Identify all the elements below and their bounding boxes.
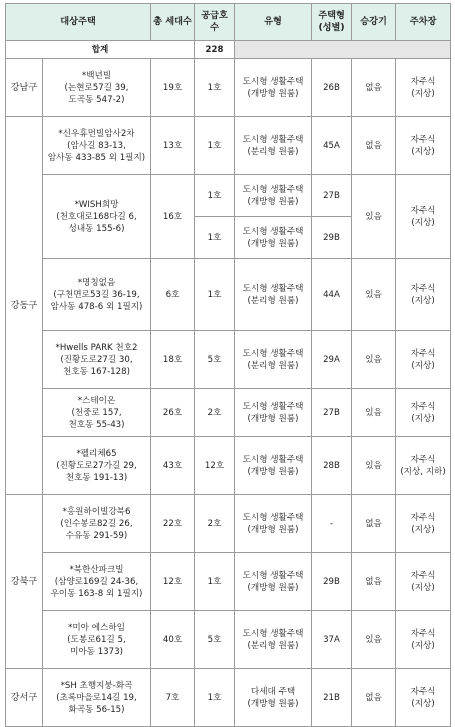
supply-cell: 5호 <box>195 331 235 389</box>
table-row <box>6 175 451 217</box>
cell-line: 수유동 291-59) <box>65 530 128 541</box>
cell-line: 자주식 <box>410 628 436 639</box>
cell-line: (개방형 원룸) <box>247 466 299 477</box>
cell-line: (도봉로61길 5, <box>67 634 126 645</box>
cell-line: (구천면로53길 36-19, <box>53 289 140 300</box>
cell-line: (지상) <box>411 698 435 709</box>
cell-line: (개방형 원룸) <box>247 582 299 593</box>
elevator-cell: 없음 <box>352 59 396 117</box>
elevator-cell: 있음 <box>352 611 396 669</box>
table-row <box>6 437 451 495</box>
table-row <box>6 495 451 553</box>
housetype-cell: 26B <box>312 59 352 117</box>
cell-line: 자주식 <box>410 205 436 216</box>
type-cell <box>235 117 312 175</box>
housetype-cell: 21B <box>312 669 352 727</box>
housetype-cell: 28B <box>312 437 352 495</box>
cell-line: (천중로 157, <box>71 407 122 418</box>
households-cell: 13호 <box>151 117 195 175</box>
parking-cell <box>396 553 451 611</box>
cell-line: 자주식 <box>410 454 436 465</box>
cell-line: (삼양로169길 24-36, <box>54 576 139 587</box>
cell-line: *명칭없음 <box>77 277 116 288</box>
cell-line: (지상) <box>411 295 435 306</box>
type-cell <box>235 495 312 553</box>
cell-line: 성내동 155-6) <box>68 223 125 234</box>
region-gangseo: 강서구 <box>6 669 43 727</box>
cell-line: (지상) <box>411 413 435 424</box>
cell-line: 암사동 433-85 외 1필지) <box>47 152 146 163</box>
cell-line: (분리형 원룸) <box>247 360 299 371</box>
region-gangdong: 강동구 <box>6 117 43 495</box>
header-house: 대상주택 <box>6 4 151 41</box>
households-cell: 26호 <box>151 389 195 437</box>
housing-supply-table <box>5 3 451 727</box>
housetype-cell: 37A <box>312 611 352 669</box>
cell-line: 자주식 <box>410 283 436 294</box>
cell-line: 도시형 생활주택 <box>242 401 304 412</box>
households-cell: 7호 <box>151 669 195 727</box>
table-row <box>6 389 451 437</box>
house-name-cell <box>43 553 151 611</box>
housetype-cell: 27B <box>312 175 352 217</box>
cell-line: (분리형 원룸) <box>247 295 299 306</box>
cell-line: *SH 초행지붕-화곡 <box>60 680 133 691</box>
house-name-cell <box>43 437 151 495</box>
parking-cell <box>396 175 451 259</box>
house-name-cell <box>43 117 151 175</box>
supply-cell: 2호 <box>195 389 235 437</box>
type-cell <box>235 175 312 217</box>
cell-line: 도시형 생활주택 <box>242 570 304 581</box>
households-cell: 6호 <box>151 259 195 331</box>
cell-line: 천호동 167-128) <box>63 366 130 377</box>
cell-line: (지상, 지하) <box>400 466 446 477</box>
cell-line: 미아동 1373) <box>70 646 123 657</box>
elevator-cell: 없음 <box>352 553 396 611</box>
parking-cell <box>396 611 451 669</box>
supply-cell: 1호 <box>195 553 235 611</box>
header-type: 유형 <box>235 4 312 41</box>
table-row <box>6 259 451 331</box>
elevator-cell: 있음 <box>352 259 396 331</box>
type-cell <box>235 669 312 727</box>
cell-line: (개방형 원룸) <box>247 413 299 424</box>
cell-line: 자주식 <box>410 401 436 412</box>
cell-line: (개방형 원룸) <box>247 88 299 99</box>
housetype-cell: 29A <box>312 331 352 389</box>
housing-table-container <box>5 3 451 727</box>
cell-line: *Hwells PARK 천호2 <box>55 342 138 353</box>
cell-line: (진황도로27가길 29, <box>56 460 137 471</box>
table-header-row <box>6 4 451 41</box>
housetype-cell: 45A <box>312 117 352 175</box>
total-row <box>6 41 451 59</box>
region-gangnam: 강남구 <box>6 59 43 117</box>
house-name-cell <box>43 59 151 117</box>
type-cell <box>235 217 312 259</box>
elevator-cell: 있음 <box>352 437 396 495</box>
cell-line: 자주식 <box>410 570 436 581</box>
elevator-cell: 없음 <box>352 495 396 553</box>
cell-line: 암사동 478-6 외 1필지) <box>50 301 143 312</box>
cell-line: (개방형 원룸) <box>247 238 299 249</box>
cell-line: (지상) <box>411 640 435 651</box>
type-cell <box>235 611 312 669</box>
cell-line: 천호동 55-43) <box>68 419 125 430</box>
cell-line: 우이동 163-8 외 1필지) <box>50 588 143 599</box>
cell-line: (진황도로27길 30, <box>60 354 133 365</box>
cell-line: (지상) <box>411 146 435 157</box>
households-cell: 40호 <box>151 611 195 669</box>
type-cell <box>235 331 312 389</box>
cell-line: *신우휴먼빌암사2차 <box>58 128 135 139</box>
cell-line: 자주식 <box>410 76 436 87</box>
parking-cell <box>396 331 451 389</box>
cell-line: *백년빌 <box>81 70 112 81</box>
total-label: 합계 <box>6 41 195 59</box>
cell-line: 도시형 생활주택 <box>242 76 304 87</box>
housetype-cell: 27B <box>312 389 352 437</box>
elevator-cell: 없음 <box>352 117 396 175</box>
type-cell <box>235 259 312 331</box>
cell-line: *스테이온 <box>77 395 116 406</box>
cell-line: *펠리체65 <box>76 448 117 459</box>
house-name-cell <box>43 389 151 437</box>
cell-line: 도시형 생활주택 <box>242 512 304 523</box>
cell-line: (분리형 원룸) <box>247 640 299 651</box>
cell-line: (지상) <box>411 217 435 228</box>
table-row <box>6 331 451 389</box>
elevator-cell: 있음 <box>352 331 396 389</box>
house-name-cell <box>43 669 151 727</box>
table-row <box>6 553 451 611</box>
supply-cell: 12호 <box>195 437 235 495</box>
cell-line: (지상) <box>411 88 435 99</box>
parking-cell <box>396 669 451 727</box>
region-gangbuk: 강북구 <box>6 495 43 669</box>
households-cell: 12호 <box>151 553 195 611</box>
house-name-cell <box>43 331 151 389</box>
housetype-cell: 44A <box>312 259 352 331</box>
parking-cell <box>396 117 451 175</box>
total-empty-cell <box>235 41 451 59</box>
supply-cell: 1호 <box>195 217 235 259</box>
cell-line: (암사길 83-13, <box>67 140 126 151</box>
header-elevator: 승강기 <box>352 4 396 41</box>
elevator-cell: 있음 <box>352 175 396 259</box>
supply-cell: 2호 <box>195 495 235 553</box>
cell-line: 자주식 <box>410 686 436 697</box>
cell-line: 도시형 생활주택 <box>242 134 304 145</box>
elevator-cell: 없음 <box>352 669 396 727</box>
table-row <box>6 669 451 727</box>
type-cell <box>235 553 312 611</box>
cell-line: (분리형 원룸) <box>247 146 299 157</box>
house-name-cell <box>43 259 151 331</box>
type-cell <box>235 437 312 495</box>
cell-line: 자주식 <box>410 348 436 359</box>
table-row <box>6 611 451 669</box>
supply-cell: 1호 <box>195 175 235 217</box>
parking-cell <box>396 437 451 495</box>
cell-line: (지상) <box>411 582 435 593</box>
cell-line: *미아 에스하임 <box>68 622 125 633</box>
cell-line: 도시형 생활주택 <box>242 454 304 465</box>
header-housetype: 주택형 (성별) <box>312 4 352 41</box>
elevator-cell: 있음 <box>352 389 396 437</box>
header-parking: 주차장 <box>396 4 451 41</box>
parking-cell <box>396 259 451 331</box>
households-cell: 22호 <box>151 495 195 553</box>
cell-line: (논현로57길 39, <box>64 82 129 93</box>
header-households: 총 세대수 <box>151 4 195 41</box>
cell-line: (지상) <box>411 524 435 535</box>
cell-line: 천호동 191-13) <box>65 472 128 483</box>
total-supply: 228 <box>195 41 235 59</box>
cell-line: 도시형 생활주택 <box>242 226 304 237</box>
table-row <box>6 59 451 117</box>
table-row <box>6 117 451 175</box>
parking-cell <box>396 495 451 553</box>
cell-line: 자주식 <box>410 134 436 145</box>
housetype-cell: 29B <box>312 217 352 259</box>
households-cell: 16호 <box>151 175 195 259</box>
cell-line: *북한산파크빌 <box>69 564 124 575</box>
supply-cell: 1호 <box>195 59 235 117</box>
cell-line: (초록마을로14길 19, <box>56 692 137 703</box>
cell-line: 도곡동 547-2) <box>68 94 125 105</box>
type-cell <box>235 59 312 117</box>
housetype-cell: 29B <box>312 553 352 611</box>
cell-line: 자주식 <box>410 512 436 523</box>
cell-line: 화곡동 56-15) <box>68 704 125 715</box>
type-cell <box>235 389 312 437</box>
households-cell: 18호 <box>151 331 195 389</box>
cell-line: (개방형 원룸) <box>247 698 299 709</box>
supply-cell: 1호 <box>195 669 235 727</box>
supply-cell: 1호 <box>195 117 235 175</box>
supply-cell: 1호 <box>195 259 235 331</box>
header-supply: 공급호수 <box>195 4 235 41</box>
cell-line: 도시형 생활주택 <box>242 283 304 294</box>
cell-line: 도시형 생활주택 <box>242 348 304 359</box>
cell-line: (천호대로168다길 6, <box>56 211 137 222</box>
cell-line: (지상) <box>411 360 435 371</box>
cell-line: (개방형 원룸) <box>247 196 299 207</box>
cell-line: 다세대 주택 <box>250 686 296 697</box>
supply-cell: 5호 <box>195 611 235 669</box>
households-cell: 19호 <box>151 59 195 117</box>
parking-cell <box>396 59 451 117</box>
cell-line: (인수봉로82길 26, <box>60 518 133 529</box>
households-cell: 43호 <box>151 437 195 495</box>
cell-line: 도시형 생활주택 <box>242 184 304 195</box>
cell-line: (개방형 원룸) <box>247 524 299 535</box>
parking-cell <box>396 389 451 437</box>
house-name-cell <box>43 175 151 259</box>
cell-line: *WISH희망 <box>74 199 119 210</box>
cell-line: *홍원하이빌강북6 <box>62 506 131 517</box>
housetype-cell: - <box>312 495 352 553</box>
house-name-cell <box>43 611 151 669</box>
cell-line: 도시형 생활주택 <box>242 628 304 639</box>
house-name-cell <box>43 495 151 553</box>
